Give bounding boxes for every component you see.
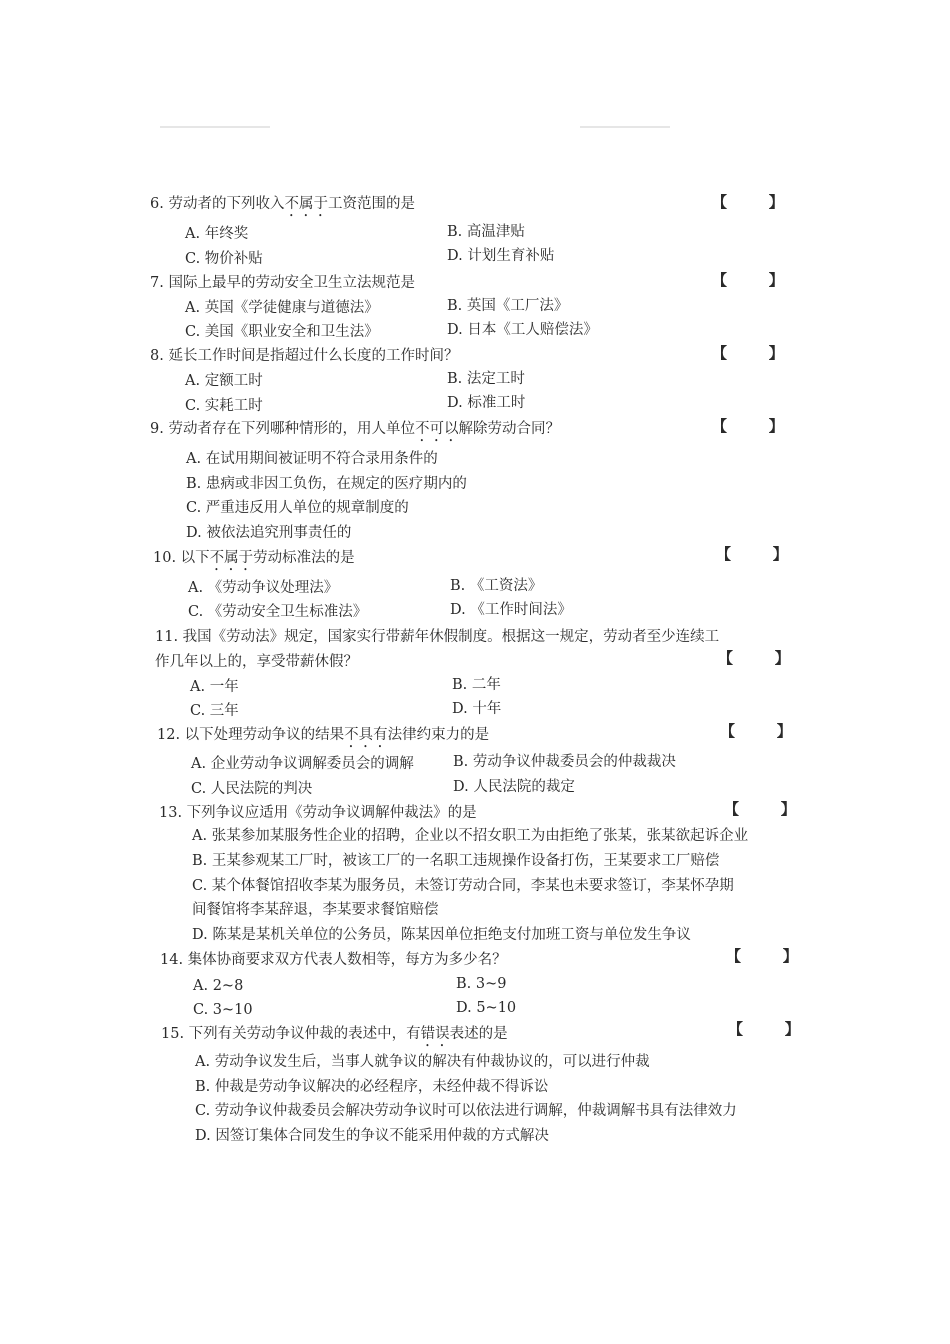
- stem-text: 下列有关劳动争议仲裁的表述中，有: [188, 1026, 421, 1042]
- option-d: D. 《工作时间法》: [450, 602, 572, 618]
- option-c: C. 严重违反用人单位的规章制度的: [186, 500, 409, 516]
- option-a: A. 2~8: [193, 978, 244, 994]
- option-d: D. 5~10: [456, 1000, 517, 1016]
- question-number: 9.: [150, 421, 164, 437]
- option-b: B. 二年: [452, 677, 501, 693]
- option-b: B. 仲裁是劳动争议解决的必经程序，未经仲裁不得诉讼: [195, 1079, 549, 1095]
- option-a: A. 年终奖: [185, 226, 249, 242]
- option-a: A. 企业劳动争议调解委员会的调解: [191, 756, 414, 772]
- answer-bracket: 【 】: [720, 722, 792, 740]
- answer-bracket: 【 】: [726, 947, 798, 965]
- option-c: C. 某个体餐馆招收李某为服务员，未签订劳动合同，李某也未要求签订，李某怀孕期: [192, 878, 734, 894]
- option-d: D. 因签订集体合同发生的争议不能采用仲裁的方式解决: [195, 1128, 549, 1144]
- question-stem: [157, 725, 489, 751]
- answer-bracket: 【 】: [712, 271, 784, 289]
- answer-bracket: 【 】: [712, 417, 784, 435]
- option-c: C. 实耗工时: [185, 398, 263, 414]
- answer-bracket: 【 】: [712, 193, 784, 211]
- option-a: A. 劳动争议发生后，当事人就争议的解决有仲裁协议的，可以进行仲裁: [195, 1054, 650, 1070]
- option-b: B. 王某参观某工厂时，被该工厂的一名职工违规操作设备打伤，王某要求工厂赔偿: [192, 853, 720, 869]
- option-a: A. 定额工时: [185, 373, 263, 389]
- option-b: B. 高温津贴: [447, 224, 525, 240]
- question-stem: [150, 194, 415, 220]
- stem-text: 国际上最早的劳动安全卫生立法规范是: [168, 275, 415, 291]
- stem-text: 以下处理劳动争议的结果: [184, 727, 345, 743]
- question-stem: [150, 419, 560, 445]
- option-d: D. 十年: [452, 701, 502, 717]
- stem-text: 劳动者存在下列哪种情形的，用人单位: [168, 421, 415, 437]
- stem-text-end: 解除劳动合同？: [458, 421, 560, 437]
- question-stem-line2: 作几年以上的，享受带薪休假？: [155, 654, 358, 670]
- option-d: D. 标准工时: [447, 395, 526, 411]
- option-a: A. 一年: [190, 679, 239, 695]
- stem-text-end: 劳动标准法的是: [253, 550, 355, 566]
- option-c: C. 物价补贴: [185, 251, 263, 267]
- option-a: A. 在试用期间被证明不符合录用条件的: [186, 451, 438, 467]
- option-b: B. 法定工时: [447, 371, 525, 387]
- option-c: C. 《劳动安全卫生标准法》: [188, 604, 368, 620]
- option-d: D. 日本《工人赔偿法》: [447, 322, 598, 338]
- stem-text: 以下: [180, 550, 210, 566]
- stem-text-end: 表述的是: [449, 1026, 508, 1042]
- question-number: 13.: [159, 805, 183, 821]
- option-a: A. 英国《学徒健康与道德法》: [185, 300, 379, 316]
- question-number: 8.: [150, 348, 164, 364]
- option-b: B. 3~9: [456, 976, 507, 992]
- stem-emphasis: 不可以: [414, 421, 459, 437]
- stem-text: 劳动者的下列收入: [168, 196, 285, 212]
- option-b: B. 英国《工厂法》: [447, 298, 569, 314]
- option-b: B. 《工资法》: [450, 578, 543, 594]
- question-number: 6.: [150, 196, 164, 212]
- option-a: A. 张某参加某服务性企业的招聘，企业以不招女职工为由拒绝了张某，张某欲起诉企业: [192, 828, 749, 844]
- option-d: D. 人民法院的裁定: [453, 779, 575, 795]
- stem-text: 我国《劳动法》规定，国家实行带薪年休假制度。根据这一规定，劳动者至少连续工: [182, 629, 720, 645]
- faint-header-line-right: [580, 126, 670, 128]
- stem-emphasis: 不属于: [209, 550, 254, 566]
- question-number: 11.: [155, 629, 179, 645]
- stem-text: 延长工作时间是指超过什么长度的工作时间？: [168, 348, 459, 364]
- answer-bracket: 【 】: [716, 545, 788, 563]
- stem-emphasis: 不属于: [284, 196, 328, 212]
- question-number: 7.: [150, 275, 164, 291]
- stem-text-end: 工资范围的是: [327, 196, 415, 212]
- option-d: D. 计划生育补贴: [447, 248, 555, 264]
- option-b: B. 患病或非因工负伤，在规定的医疗期内的: [186, 476, 467, 492]
- option-a: A. 《劳动争议处理法》: [188, 580, 339, 596]
- question-stem: [161, 1024, 508, 1050]
- option-d: D. 陈某是某机关单位的公务员，陈某因单位拒绝支付加班工资与单位发生争议: [192, 927, 691, 943]
- option-c: C. 人民法院的判决: [191, 781, 313, 797]
- stem-text-end: 法律约束力的是: [387, 727, 490, 743]
- answer-bracket: 【 】: [712, 344, 784, 362]
- answer-bracket: 【 】: [718, 649, 790, 667]
- option-b: B. 劳动争议仲裁委员会的仲裁裁决: [453, 754, 676, 770]
- question-number: 12.: [157, 727, 181, 743]
- question-number: 15.: [161, 1026, 185, 1042]
- question-stem: [150, 273, 415, 293]
- option-c-continued: 间餐馆将李某辞退，李某要求餐馆赔偿: [192, 902, 439, 918]
- stem-text: 集体协商要求双方代表人数相等，每方为多少名？: [187, 952, 507, 968]
- stem-text: 下列争议应适用《劳动争议调解仲裁法》的是: [186, 805, 477, 821]
- question-number: 10.: [153, 550, 177, 566]
- stem-emphasis: 不具有: [344, 727, 388, 743]
- answer-bracket: 【 】: [728, 1020, 800, 1038]
- question-stem: [153, 548, 355, 574]
- question-stem: [160, 950, 507, 970]
- question-stem: [150, 346, 458, 366]
- question-stem: [155, 627, 719, 647]
- option-c: C. 美国《职业安全和卫生法》: [185, 324, 379, 340]
- stem-emphasis: 错误: [420, 1026, 450, 1042]
- option-d: D. 被依法追究刑事责任的: [186, 525, 352, 541]
- option-c: C. 3~10: [193, 1002, 253, 1018]
- question-number: 14.: [160, 952, 184, 968]
- option-c: C. 劳动争议仲裁委员会解决劳动争议时可以依法进行调解，仲裁调解书具有法律效力: [195, 1103, 737, 1119]
- answer-bracket: 【 】: [724, 800, 796, 818]
- question-stem: [159, 803, 477, 823]
- faint-header-line-left: [160, 126, 270, 128]
- option-c: C. 三年: [190, 703, 239, 719]
